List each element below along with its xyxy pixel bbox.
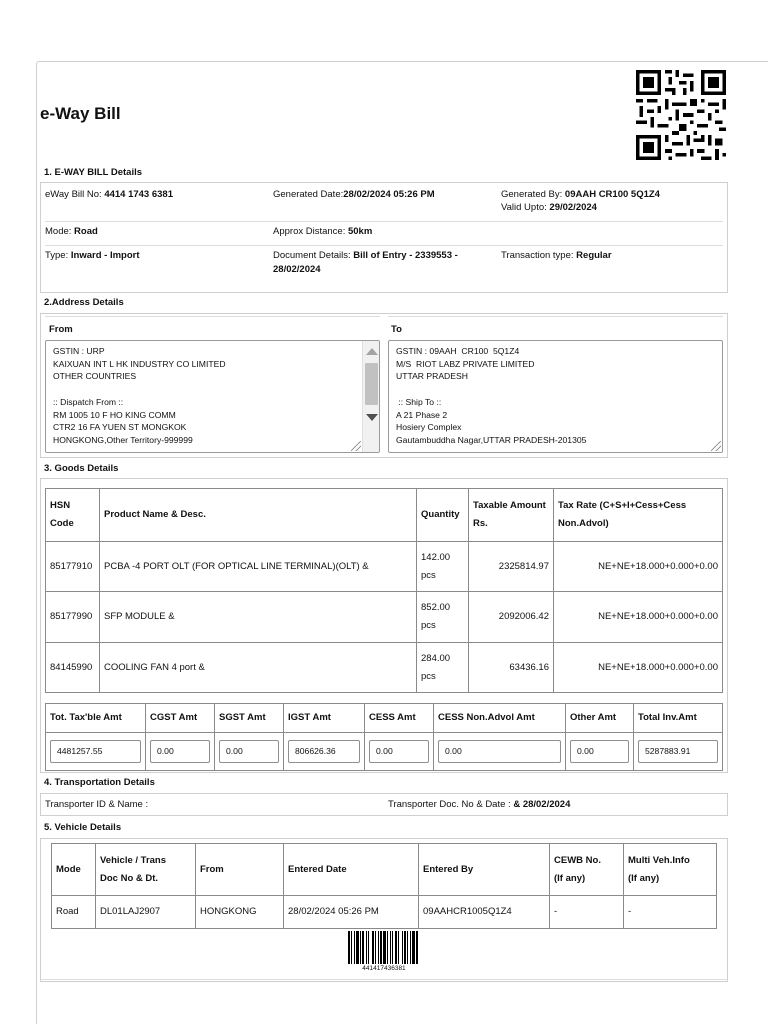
to-address-lines [396, 345, 715, 447]
cess-nonadvol-header: CESS Non.Advol Amt [434, 704, 566, 733]
goods-row [46, 592, 723, 643]
entered-by-header: Entered By [419, 844, 550, 896]
hsn-header-line1: HSN [50, 500, 71, 511]
address-line: CTR2 16 FA YUEN ST MONGKOK [53, 422, 187, 433]
from-address-lines [53, 345, 372, 447]
generated-by-value: 09AAH CR100 5Q1Z4 [564, 189, 660, 200]
cgst-cell [146, 733, 215, 771]
address-line: Hosiery Complex [396, 422, 462, 433]
generated-date [273, 189, 435, 200]
quantity-unit: pcs [421, 620, 436, 631]
page-title: e-Way Bill [40, 104, 121, 123]
multi-veh-header [624, 844, 717, 896]
mode [45, 226, 98, 237]
eway-bill-no-label: eWay Bill No: [45, 189, 102, 200]
address-line: M/S RIOT LABZ PRIVATE LIMITED [396, 358, 535, 369]
vehicle-table [51, 843, 717, 929]
product-cell: SFP MODULE & [100, 592, 417, 643]
divider [40, 979, 728, 980]
from-label: From [49, 324, 73, 335]
address-line: Gautambuddha Nagar,UTTAR PRADESH-201305 [396, 434, 587, 445]
quantity-cell [417, 643, 469, 693]
quantity-unit: pcs [421, 569, 436, 581]
goods-row [46, 643, 723, 693]
totals-table [45, 703, 723, 771]
barcode-number: 441417436381 [362, 965, 406, 972]
transaction-label: Transaction type: [501, 250, 574, 261]
address-line [396, 383, 715, 396]
type [45, 250, 140, 261]
multi-veh-header-line2: (If any) [628, 872, 660, 884]
amount-cell: 63436.16 [469, 643, 554, 693]
address-line: :: Ship To :: [396, 396, 442, 407]
transporter-doc-value: & 28/02/2024 [513, 799, 571, 810]
from-address-scrollbar[interactable] [362, 341, 379, 452]
total-inv-cell [634, 733, 723, 771]
taxable-header [469, 489, 554, 542]
valid-upto [501, 202, 597, 213]
total-inv-field[interactable]: 5287883.91 [638, 740, 718, 763]
address-line: A 21 Phase 2 [396, 409, 448, 420]
transaction-type [501, 250, 612, 261]
scroll-up-icon[interactable] [366, 348, 378, 355]
vehicle-header-line1: Vehicle / Trans [100, 854, 167, 866]
totals-header-row [46, 704, 723, 733]
quantity-cell [417, 542, 469, 592]
entered-date-header: Entered Date [284, 844, 419, 896]
address-line: GSTIN : 09AAH CR100 5Q1Z4 [396, 346, 520, 356]
igst-cell [284, 733, 365, 771]
generated-date-value: 28/02/2024 05:26 PM [343, 189, 435, 200]
quantity-header: Quantity [417, 489, 469, 542]
section-title-transport: 4. Transportation Details [44, 777, 155, 788]
address-line: OTHER COUNTRIES [53, 371, 137, 382]
from-header: From [196, 844, 284, 896]
scroll-down-icon[interactable] [366, 414, 378, 421]
section-title-goods: 3. Goods Details [44, 463, 119, 474]
sgst-field[interactable]: 0.00 [219, 740, 279, 763]
totals-value-row [46, 733, 723, 771]
cess-nonadvol-cell [434, 733, 566, 771]
sgst-cell [215, 733, 284, 771]
goods-header-row [46, 489, 723, 542]
approx-distance [273, 226, 372, 237]
address-line: :: Dispatch From :: [53, 396, 124, 407]
divider [45, 221, 723, 222]
vehicle-cewb-cell: - [550, 896, 624, 929]
cess-nonadvol-field[interactable]: 0.00 [438, 740, 561, 763]
distance-value: 50km [347, 226, 373, 237]
multi-veh-header-line1: Multi Veh.Info [628, 854, 690, 866]
resize-grip-icon[interactable] [711, 441, 721, 451]
taxable-header-line1: Taxable Amount [473, 500, 546, 511]
eway-bill-no [45, 189, 173, 200]
product-header: Product Name & Desc. [100, 489, 417, 542]
barcode [348, 931, 420, 964]
resize-grip-icon[interactable] [351, 441, 361, 451]
hsn-cell: 84145990 [46, 643, 100, 693]
vehicle-header-row [52, 844, 717, 896]
type-label: Type: [45, 250, 69, 261]
quantity-unit: pcs [421, 670, 436, 682]
cgst-field[interactable]: 0.00 [150, 740, 210, 763]
from-address-textarea[interactable] [45, 340, 380, 453]
hsn-cell: 85177990 [46, 592, 100, 643]
cgst-header: CGST Amt [146, 704, 215, 733]
rate-cell: NE+NE+18.000+0.000+0.00 [554, 643, 723, 693]
total-taxable-field[interactable]: 4481257.55 [50, 740, 141, 763]
hsn-header [46, 489, 100, 542]
total-taxable-cell [46, 733, 146, 771]
quantity-value: 142.00 [421, 551, 451, 563]
vehicle-entered-by-cell: 09AAHCR1005Q1Z4 [419, 896, 550, 929]
divider [45, 316, 380, 317]
generated-date-label: Generated Date: [273, 189, 344, 200]
vehicle-no-cell: DL01LAJ2907 [96, 896, 196, 929]
divider [388, 316, 723, 317]
divider [45, 245, 723, 246]
vehicle-mode-cell: Road [52, 896, 96, 929]
quantity-value: 852.00 [421, 602, 451, 613]
cess-cell [365, 733, 434, 771]
cewb-header-line1: CEWB No. [554, 854, 601, 866]
product-cell: PCBA -4 PORT OLT (FOR OPTICAL LINE TERMINAL)(OLT) & [100, 542, 417, 592]
eway-bill-no-value: 4414 1743 6381 [104, 189, 173, 200]
cewb-header [550, 844, 624, 896]
vehicle-row [52, 896, 717, 929]
goods-row [46, 542, 723, 592]
vehicle-multi-cell: - [624, 896, 717, 929]
rate-cell: NE+NE+18.000+0.000+0.00 [554, 542, 723, 592]
transporter-doc [388, 799, 570, 810]
address-line: HONGKONG,Other Territory-999999 [53, 434, 193, 445]
rate-cell: NE+NE+18.000+0.000+0.00 [554, 592, 723, 643]
taxable-header-line2: Rs. [473, 518, 488, 529]
tax-rate-header-line2: Non.Advol) [558, 518, 609, 529]
quantity-value: 284.00 [421, 652, 451, 664]
cess-header: CESS Amt [365, 704, 434, 733]
to-address-textarea[interactable] [388, 340, 723, 453]
mode-label: Mode: [45, 226, 72, 237]
scroll-thumb[interactable] [365, 363, 378, 405]
section-title-eway-details: 1. E-WAY BILL Details [44, 167, 143, 178]
amount-cell: 2092006.42 [469, 592, 554, 643]
cewb-header-line2: (If any) [554, 872, 586, 884]
document-label: Document Details: [273, 250, 351, 261]
section-title-address: 2.Address Details [44, 297, 124, 308]
generated-by [501, 189, 660, 200]
vehicle-from-cell: HONGKONG [196, 896, 284, 929]
other-amt-cell [566, 733, 634, 771]
transaction-value: Regular [576, 250, 612, 261]
document-details [273, 250, 458, 261]
document-value-line1: Bill of Entry - 2339553 - [353, 250, 458, 261]
vehicle-header-line2: Doc No & Dt. [100, 872, 159, 884]
igst-field[interactable]: 806626.36 [288, 740, 360, 763]
igst-header: IGST Amt [284, 704, 365, 733]
tax-rate-header [554, 489, 723, 542]
hsn-cell: 85177910 [46, 542, 100, 592]
cess-field[interactable]: 0.00 [369, 740, 429, 763]
product-cell: COOLING FAN 4 port & [100, 643, 417, 693]
total-taxable-header: Tot. Tax'ble Amt [46, 704, 146, 733]
mode-header: Mode [52, 844, 96, 896]
address-line: KAIXUAN INT L HK INDUSTRY CO LIMITED [53, 358, 226, 369]
address-line [53, 383, 372, 396]
other-amt-header: Other Amt [566, 704, 634, 733]
transporter-doc-label: Transporter Doc. No & Date : [388, 799, 511, 810]
address-line: RM 1005 10 F HO KING COMM [53, 409, 176, 420]
transporter-id-label: Transporter ID & Name : [45, 799, 149, 810]
vehicle-entered-date-cell: 28/02/2024 05:26 PM [284, 896, 419, 929]
sgst-header: SGST Amt [215, 704, 284, 733]
tax-rate-header-line1: Tax Rate (C+S+I+Cess+Cess [558, 500, 687, 511]
vehicle-header [96, 844, 196, 896]
qr-code [634, 70, 728, 160]
distance-label: Approx Distance: [273, 226, 346, 237]
address-line: UTTAR PRADESH [396, 371, 468, 382]
total-inv-header: Total Inv.Amt [634, 704, 723, 733]
type-value: Inward - Import [70, 250, 140, 261]
valid-upto-value: 29/02/2024 [549, 202, 597, 213]
to-label: To [391, 324, 402, 335]
amount-cell: 2325814.97 [469, 542, 554, 592]
section-title-vehicle: 5. Vehicle Details [44, 822, 122, 833]
quantity-cell [417, 592, 469, 643]
document-value-line2: 28/02/2024 [273, 264, 321, 275]
valid-upto-label: Valid Upto: [501, 202, 547, 213]
mode-value: Road [74, 226, 98, 237]
other-amt-field[interactable]: 0.00 [570, 740, 629, 763]
hsn-header-line2: Code [50, 518, 74, 529]
generated-by-label: Generated By: [501, 189, 563, 200]
address-line: GSTIN : URP [53, 346, 105, 356]
goods-table [45, 488, 723, 693]
